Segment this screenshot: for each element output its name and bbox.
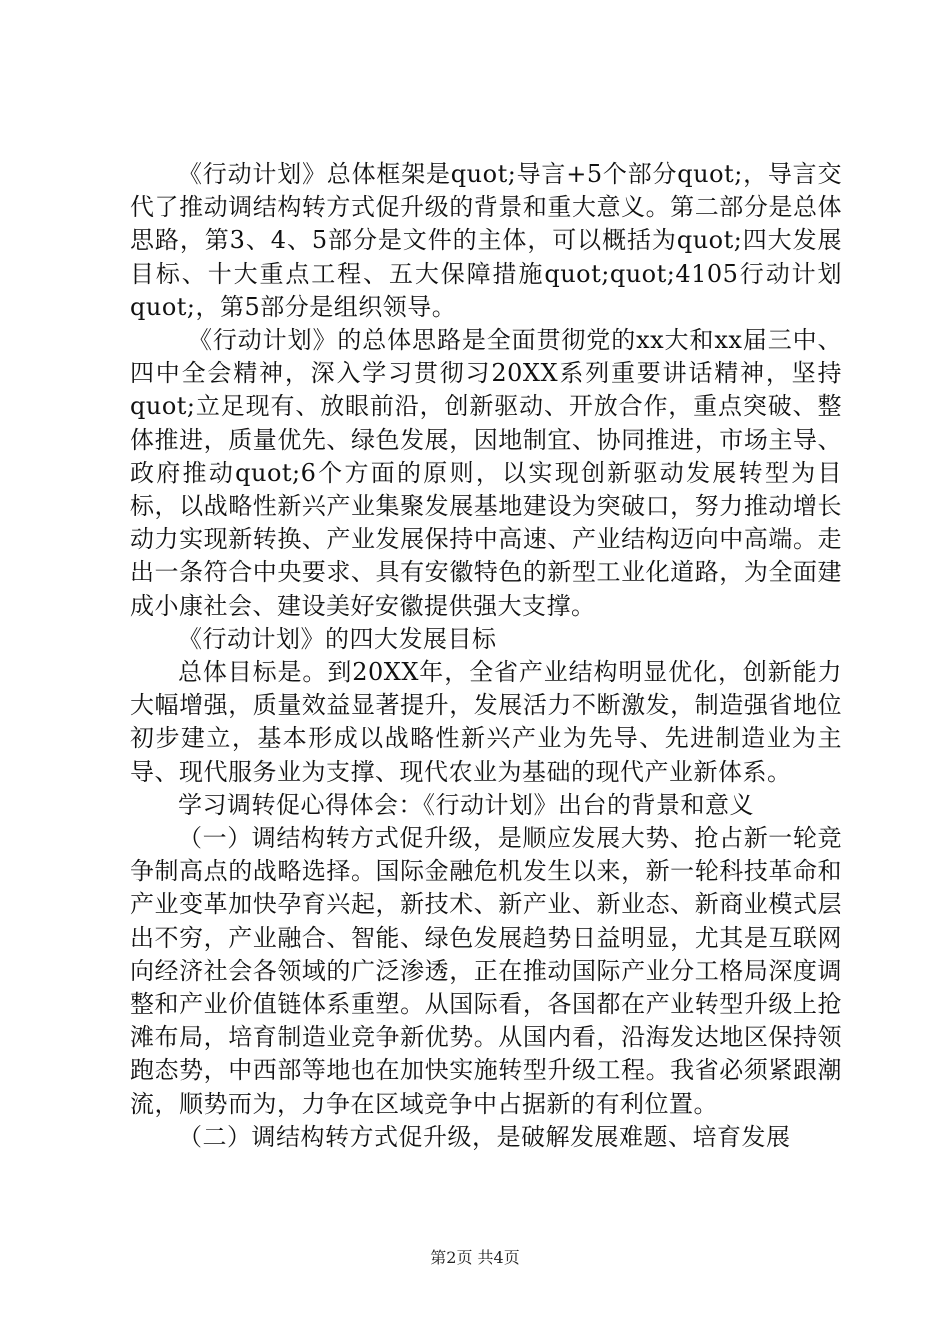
paragraph-heading-goals: 《行动计划》的四大发展目标	[178, 624, 497, 653]
paragraph-framework: 《行动计划》总体框架是quot;导言+5个部分quot;，导言交代了推动调结构转方式促升级的背景和重大意义。第二部分是总体思路，第3、4、5部分是文件的主体，可以概括为quot;四大发展目标、十大重点工程、五大保障措施quot;quot;4105行动计划quot;，第5部分是组织领导。	[130, 160, 842, 321]
paragraph-section-one: （一）调结构转方式促升级，是顺应发展大势、抢占新一轮竞争制高点的战略选择。国际金融危机发生以来，新一轮科技革命和产业变革加快孕育兴起，新技术、新产业、新业态、新商业模式层出不穷，产业融合、智能、绿色发展趋势日益明显，尤其是互联网向经济社会各领域的广泛渗透，正在推动国际产业分工格局深度调整和产业价值链体系重塑。从国际看，各国都在产业转型升级上抢滩布局，培育制造业竞争新优势。从国内看，沿海发达地区保持领跑态势，中西部等地也在加快实施转型升级工程。我省必须紧跟潮流，顺势而为，力争在区域竞争中占据新的有利位置。	[130, 824, 842, 1118]
paragraph-heading-background: 学习调转促心得体会：《行动计划》出台的背景和意义	[178, 790, 754, 819]
paragraph-general-idea: 《行动计划》的总体思路是全面贯彻党的xx大和xx届三中、四中全会精神，深入学习贯彻习20XX系列重要讲话精神，坚持quot;立足现有、放眼前沿，创新驱动、开放合作，重点突破、整体推进，质量优先、绿色发展，因地制宜、协同推进，市场主导、政府推动quot;6个方面的原则，以实现创新驱动发展转型为目标，以战略性新兴产业集聚发展基地建设为突破口，努力推动增长动力实现新转换、产业发展保持中高速、产业结构迈向中高端。走出一条符合中央要求、具有安徽特色的新型工业化道路，为全面建成小康社会、建设美好安徽提供强大支撑。	[130, 326, 842, 620]
paragraph-section-two: （二）调结构转方式促升级，是破解发展难题、培育发展	[178, 1122, 791, 1151]
page-footer: 第2页 共4页	[430, 1248, 520, 1267]
paragraph-overall-goal: 总体目标是。到20XX年，全省产业结构明显优化，创新能力大幅增强，质量效益显著提升，发展活力不断激发，制造强省地位初步建立，基本形成以战略性新兴产业为先导、先进制造业为主导、现代服务业为支撑、现代农业为基础的现代产业新体系。	[130, 658, 842, 786]
document-body	[130, 158, 842, 1154]
